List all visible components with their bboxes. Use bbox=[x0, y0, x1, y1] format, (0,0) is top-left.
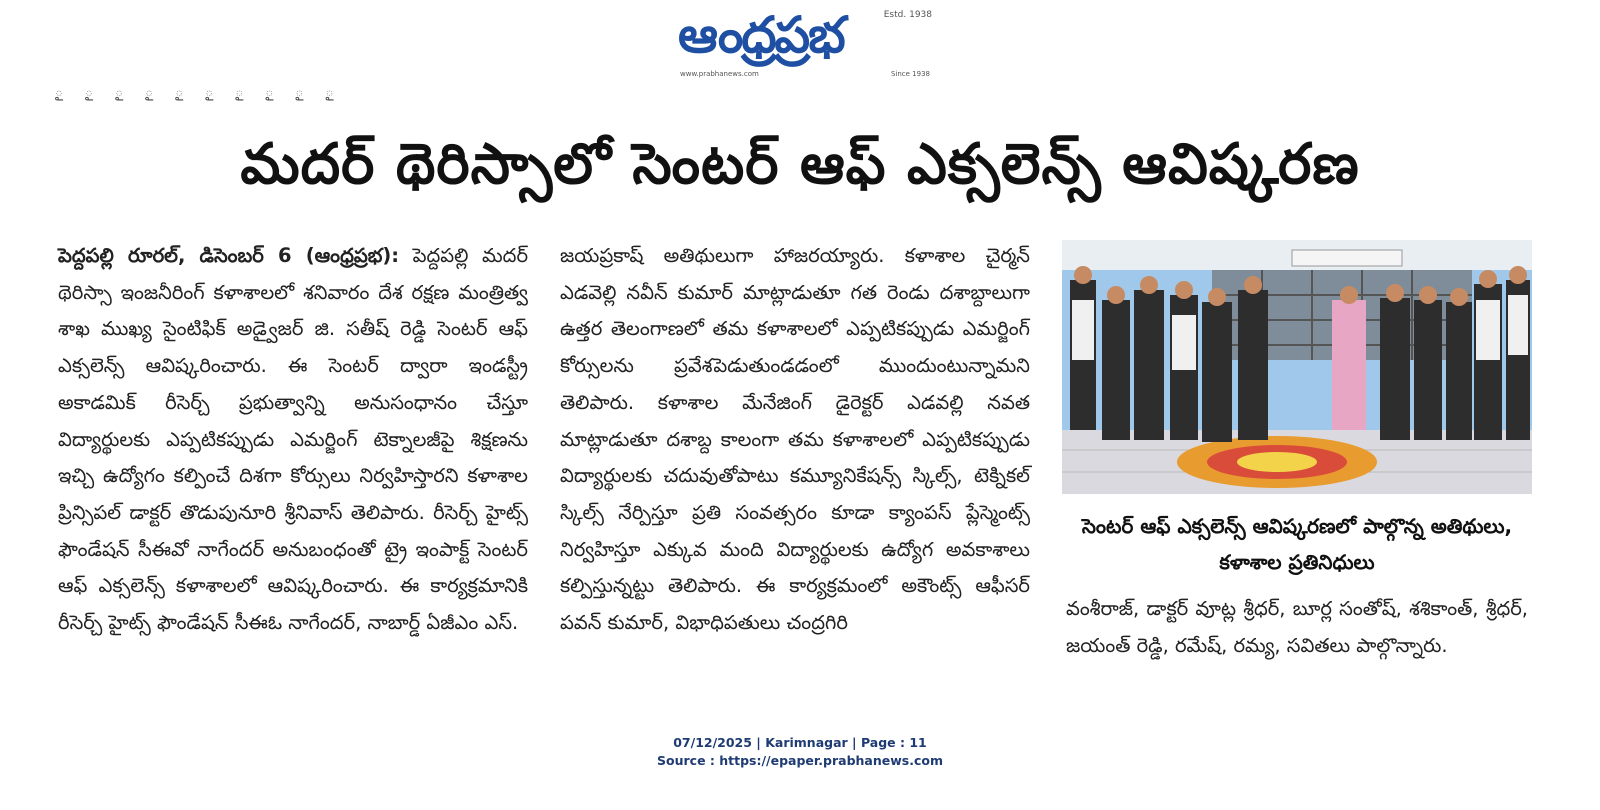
event-photo bbox=[1062, 240, 1532, 494]
article-column-3-body: వంశీరాజ్, డాక్టర్ వూట్ల శ్రీధర్, బూర్ల సంతోష్, శశికాంత్, శ్రీధర్, జయంత్ రెడ్డి, రమేష్, రమ్య, సవితలు పాల్గొన్నారు. bbox=[1066, 597, 1528, 657]
article-headline: మదర్ థెరిస్సాలో సెంటర్ ఆఫ్ ఎక్సలెన్స్ ఆవిష్కరణ bbox=[240, 132, 1360, 197]
article-dateline: పెద్దపల్లి రూరల్, డిసెంబర్ 6 (ఆంధ్రప్రభ): bbox=[58, 244, 400, 267]
footer-edition-info: 07/12/2025 | Karimnagar | Page : 11 bbox=[673, 735, 927, 750]
masthead-tagline: Since 1938 bbox=[890, 70, 930, 78]
masthead-url: www.prabhanews.com bbox=[680, 70, 759, 78]
page-footer bbox=[0, 734, 1600, 770]
article-column-3 bbox=[1066, 591, 1528, 664]
event-photo-illustration bbox=[1062, 240, 1532, 494]
masthead-estd: Estd. 1938 bbox=[883, 10, 932, 20]
clipped-text-strip: ౖ ౖ ౖ ౖ ౖ ౖ ౖ ౖ ౖ ౖ bbox=[55, 84, 352, 100]
article-column-1-body: పెద్దపల్లి మదర్ థెరిస్సా ఇంజనీరింగ్ కళాశాలలో శనివారం దేశ రక్షణ మంత్రిత్వ శాఖ ముఖ్య సైంటిఫిక్ అడ్వైజర్ జి. సతీష్ రెడ్డి సెంటర్ ఆఫ్ ఎక్సలెన్స్ ఆవిష్కరించారు. ఈ సెంటర్ ద్వారా ఇండస్ట్రీ అకాడమిక్ రీసెర్చ్ ప్రభుత్వాన్ని అనుసంధానం చేస్తూ విద్యార్థులకు ఎప్పటికప్పుడు ఎమర్జింగ్ టెక్నాలజీపై శిక్షణను ఇచ్చి ఉద్యోగం కల్పించే దిశగా కోర్సులు నిర్వహిస్తారని కళాశాల ప్రిన్సిపల్ డాక్టర్ తొడుపునూరి శ్రీనివాస్ తెలిపారు. రీసెర్చ్ హైట్స్ ఫౌండేషన్ సీఈవో నాగేందర్ అనుబంధంతో ట్రై ఇంపాక్ట్ సెంటర్ ఆఫ్ ఎక్సలెన్స్ కళాశాలలో ఆవిష్కరించారు. ఈ కార్యక్రమానికి రీసెర్చ్ హైట్స్ ఫౌండేషన్ సీఈఓ నాగేందర్, నాబార్డ్ ఏజీఎం ఎస్. bbox=[58, 244, 529, 635]
article-column-2 bbox=[560, 238, 1030, 642]
article-column-1 bbox=[58, 238, 528, 642]
masthead bbox=[640, 6, 960, 86]
newspaper-logo: ఆంధ్రప్రభ bbox=[678, 6, 844, 64]
photo-caption: సెంటర్ ఆఫ్ ఎక్సలెన్స్ ఆవిష్కరణలో పాల్గొన్న అతిథులు, కళాశాల ప్రతినిధులు bbox=[1081, 514, 1513, 574]
footer-source: Source : https://epaper.prabhanews.com bbox=[657, 753, 943, 768]
article-column-2-body: జయప్రకాష్ అతిథులుగా హాజరయ్యారు. కళాశాల చైర్మన్ ఎడవెల్లి నవీన్ కుమార్ మాట్లాడుతూ గత రెండు దశాబ్దాలుగా ఉత్తర తెలంగాణలో తమ కళాశాలలో ఎప్పటికప్పుడు ఎమర్జింగ్ కోర్సులను ప్రవేశపెడుతుండడంలో ముందుంటున్నామని తెలిపారు. కళాశాల మేనేజింగ్ డైరెక్టర్ ఎడవల్లి నవత మాట్లాడుతూ దశాబ్ద కాలంగా తమ కళాశాలలో ఎప్పటికప్పుడు విద్యార్థులకు చదువుతోపాటు కమ్యూనికేషన్స్ స్కిల్స్, టెక్నికల్ స్కిల్స్ నేర్పిస్తూ ప్రతి సంవత్సరం కూడా క్యాంపస్ ప్లేస్మెంట్స్ నిర్వహిస్తూ ఎక్కువ మంది విద్యార్థులకు ఉద్యోగ అవకాశాలు కల్పిస్తున్నట్టు తెలిపారు. ఈ కార్యక్రమంలో అకౌంట్స్ ఆఫీసర్ పవన్ కుమార్, విభాధిపతులు చంద్రగిరి bbox=[560, 244, 1030, 635]
